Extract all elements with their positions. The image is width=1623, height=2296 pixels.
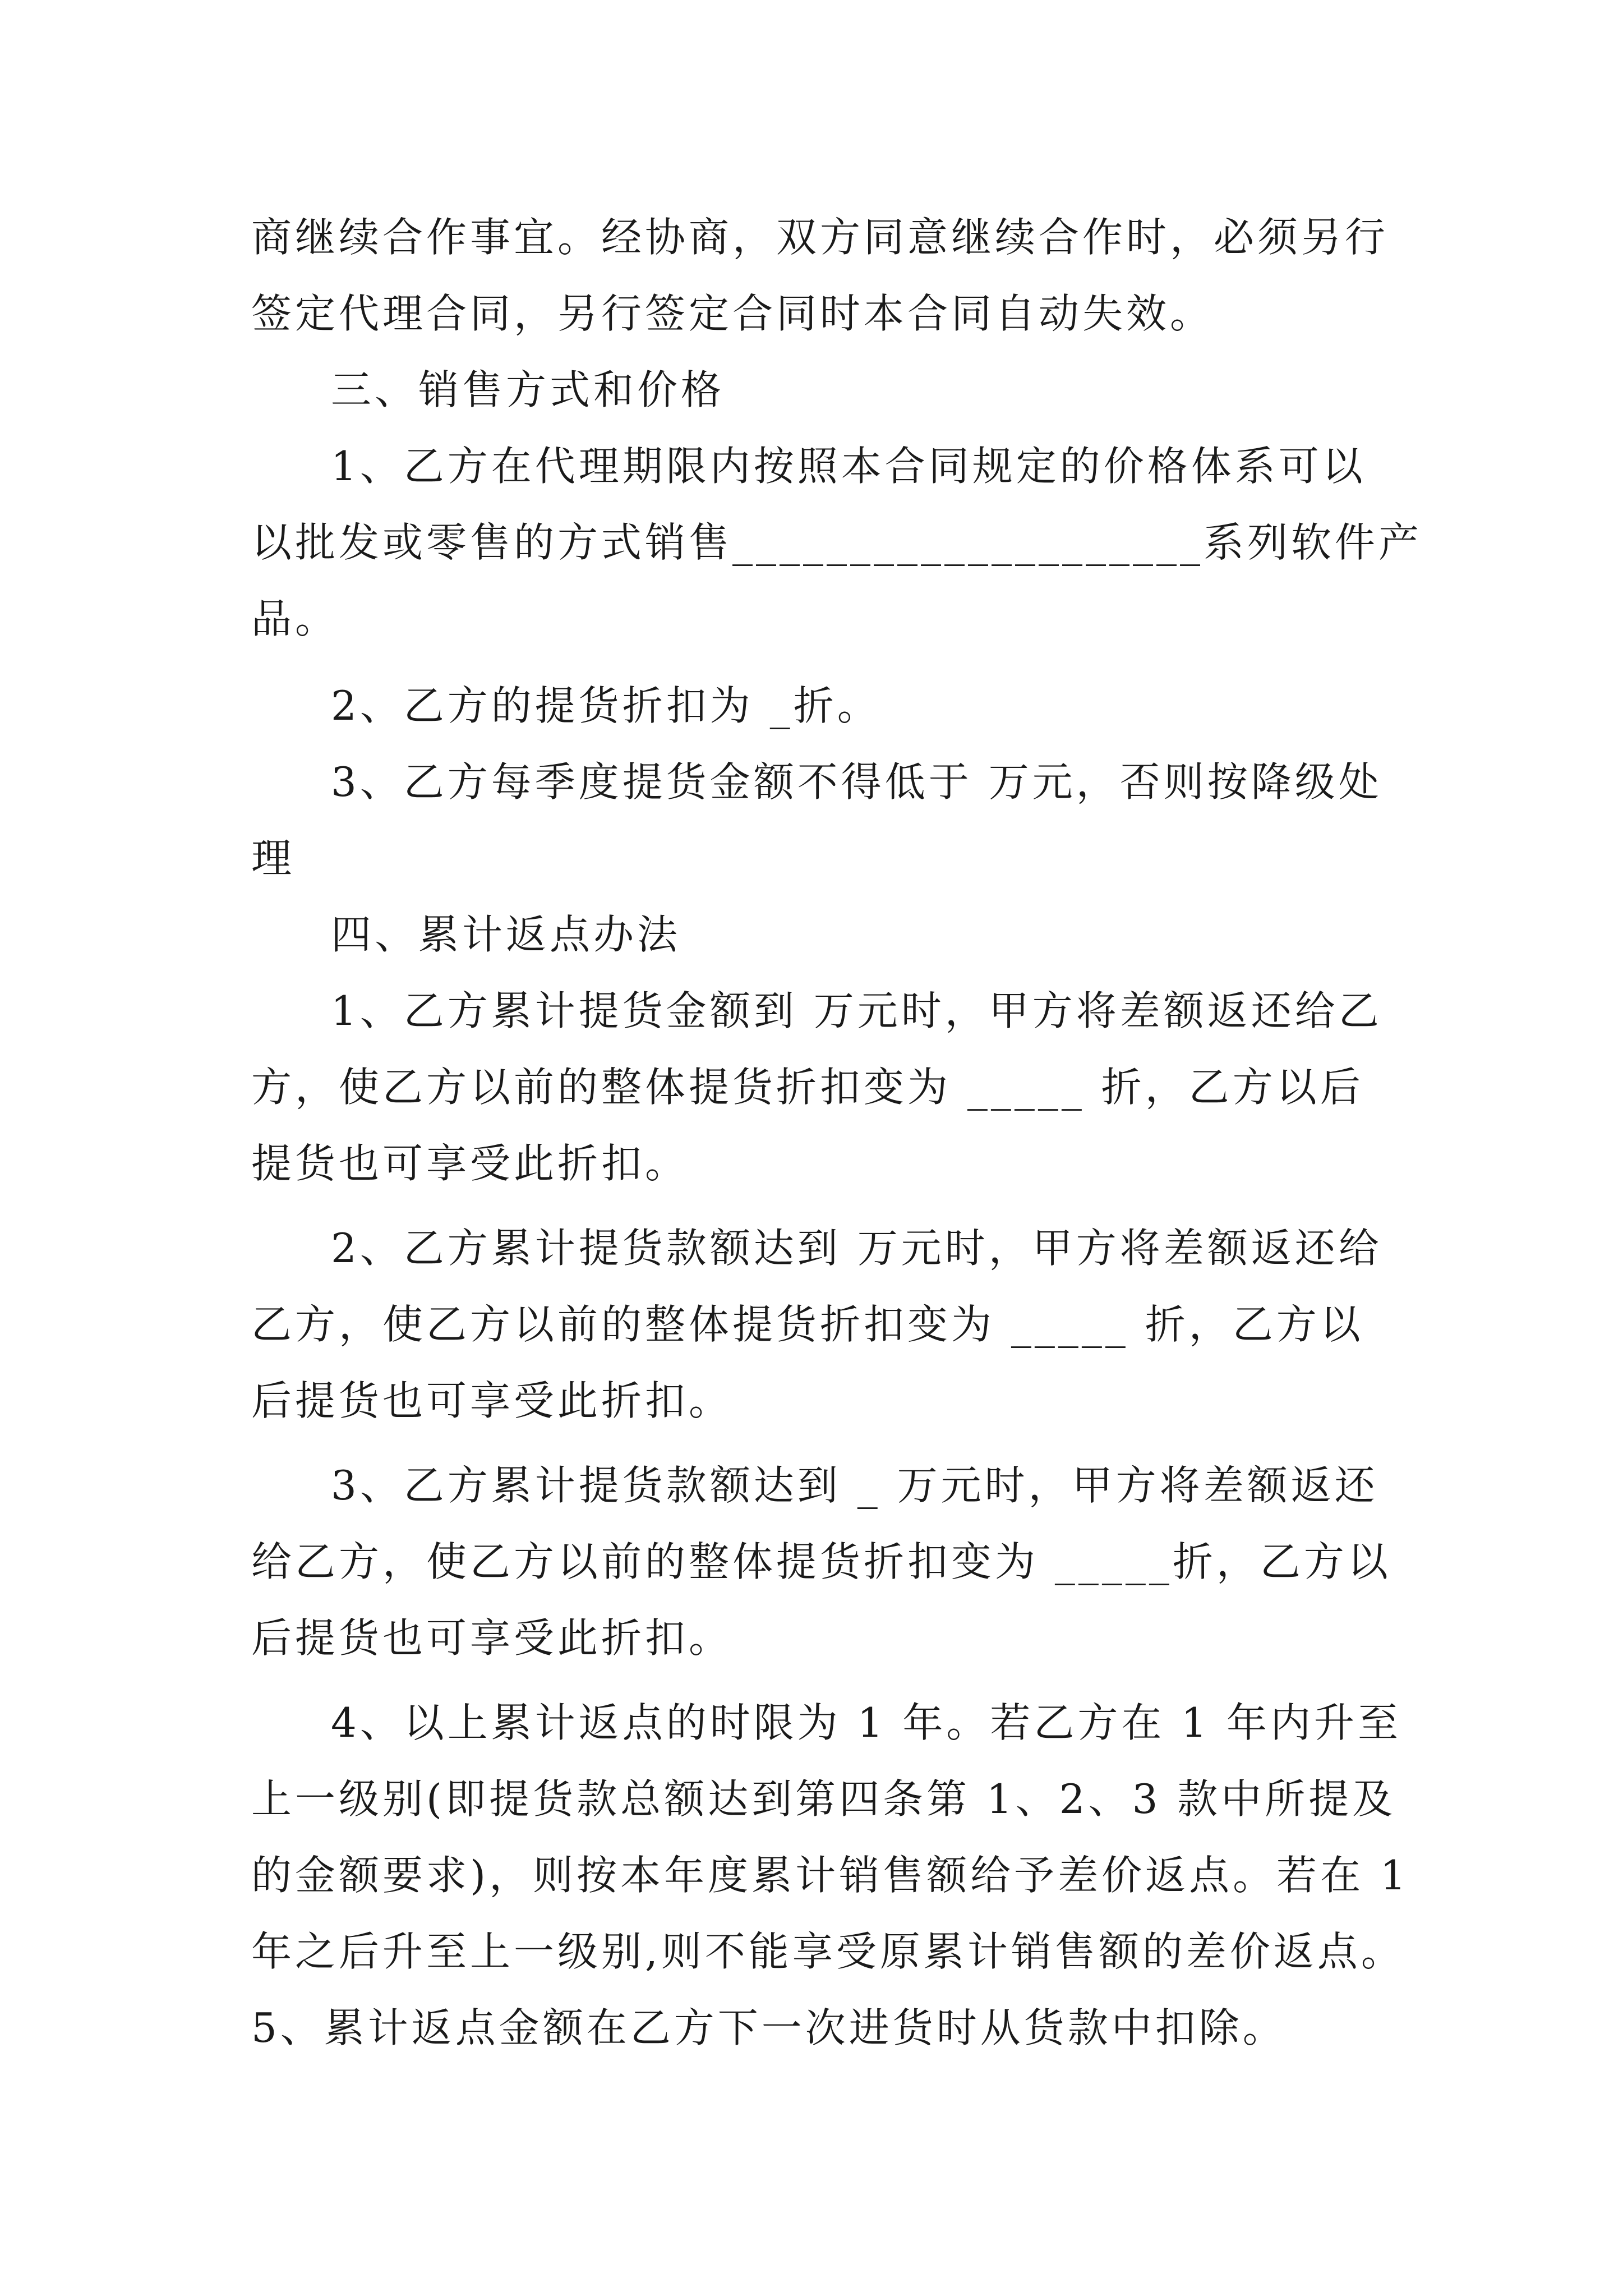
text-line: 2、乙方的提货折扣为 _折。 xyxy=(331,682,881,729)
text-line: 的金额要求)，则按本年度累计销售额给予差价返点。若在 1 xyxy=(251,1852,1409,1899)
text-line: 签定代理合同，另行签定合同时本合同自动失效。 xyxy=(251,290,1214,337)
text-line: 5、累计返点金额在乙方下一次进货时从货款中扣除。 xyxy=(251,2004,1287,2051)
section-heading: 四、累计返点办法 xyxy=(331,911,681,958)
text-line: 方，使乙方以前的整体提货折扣变为 _____ 折，乙方以后 xyxy=(251,1064,1364,1111)
text-line: 年之后升至上一级别,则不能享受原累计销售额的差价返点。 xyxy=(251,1928,1405,1975)
text-line: 1、乙方累计提货金额到 万元时，甲方将差额返还给乙 xyxy=(331,987,1382,1034)
section-heading: 三、销售方式和价格 xyxy=(331,366,725,413)
text-line: 以批发或零售的方式销售____________________系列软件产 xyxy=(251,519,1423,566)
text-line: 3、乙方累计提货款额达到 _ 万元时，甲方将差额返还 xyxy=(331,1462,1378,1509)
text-line: 理 xyxy=(251,835,296,882)
text-line: 提货也可享受此折扣。 xyxy=(251,1140,689,1187)
text-line: 乙方，使乙方以前的整体提货折扣变为 _____ 折，乙方以 xyxy=(251,1301,1364,1348)
text-line: 1、乙方在代理期限内按照本合同规定的价格体系可以 xyxy=(331,443,1366,490)
text-line: 上一级别(即提货款总额达到第四条第 1、2、3 款中所提及 xyxy=(251,1775,1396,1823)
text-line: 后提货也可享受此折扣。 xyxy=(251,1377,733,1424)
text-line: 后提货也可享受此折扣。 xyxy=(251,1614,733,1662)
text-line: 商继续合作事宜。经协商，双方同意继续合作时，必须另行 xyxy=(251,214,1389,261)
text-line: 3、乙方每季度提货金额不得低于 万元，否则按降级处 xyxy=(331,758,1382,806)
text-line: 给乙方，使乙方以前的整体提货折扣变为 _____折，乙方以 xyxy=(251,1538,1391,1585)
text-line: 品。 xyxy=(251,595,339,642)
text-line: 4、以上累计返点的时限为 1 年。若乙方在 1 年内升至 xyxy=(331,1699,1401,1746)
text-line: 2、乙方累计提货款额达到 万元时，甲方将差额返还给 xyxy=(331,1225,1382,1272)
